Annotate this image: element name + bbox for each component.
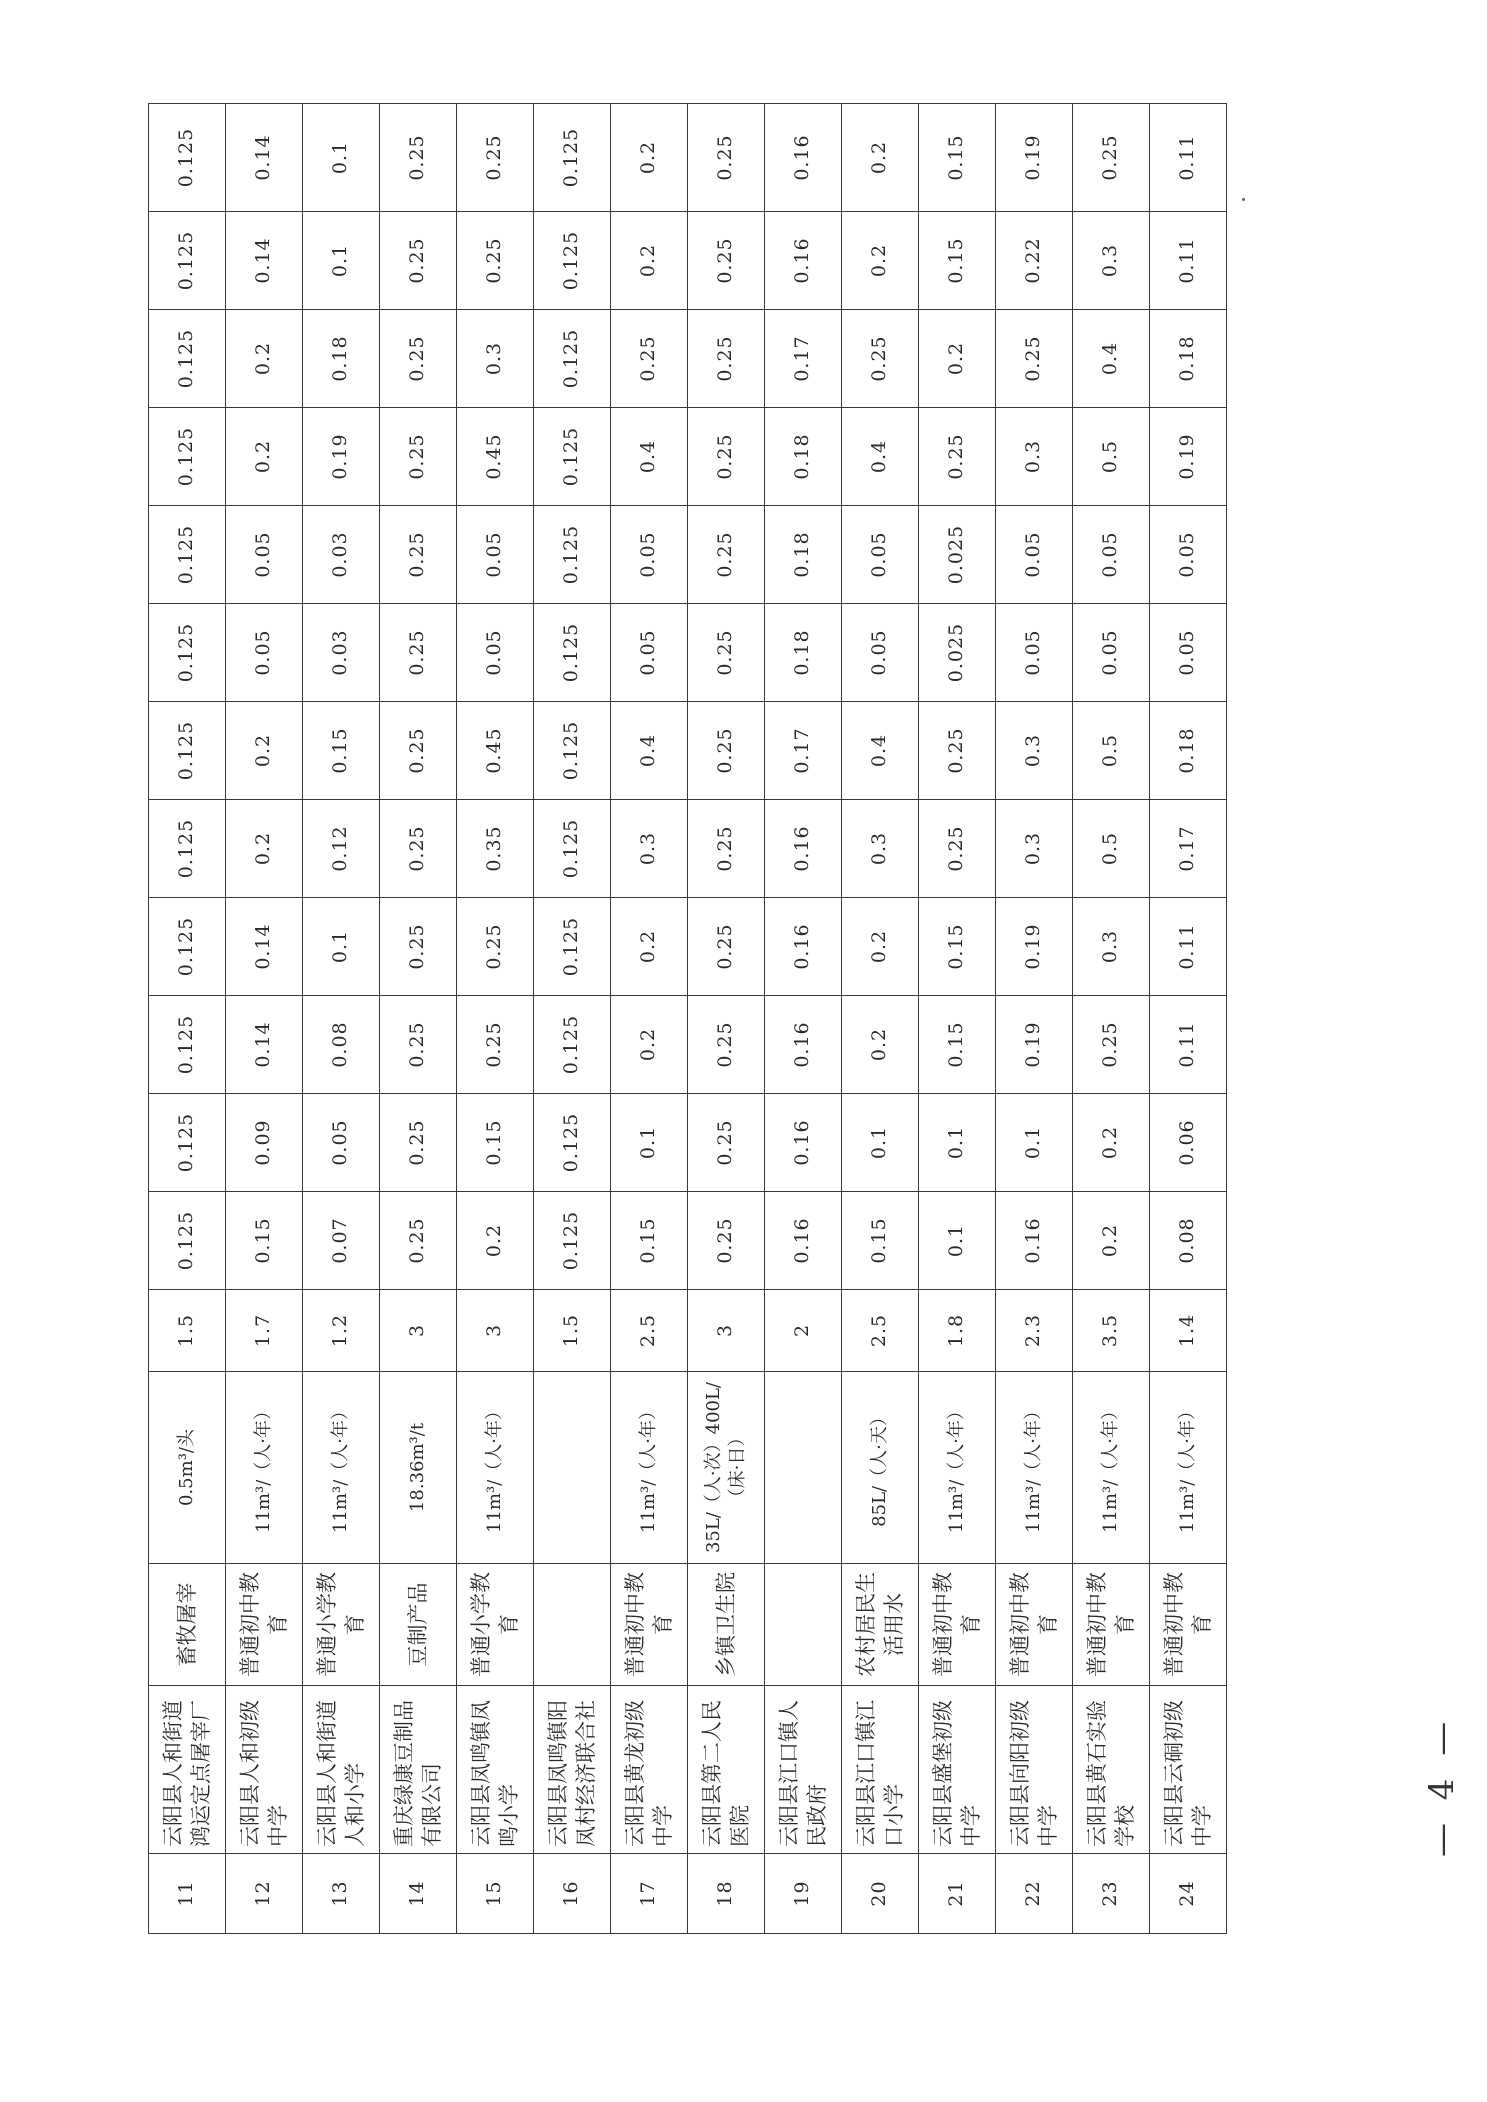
value-cell: 0.25 bbox=[611, 310, 688, 408]
value-cell: 0.12 bbox=[303, 800, 380, 898]
row-number-cell: 18 bbox=[688, 1854, 765, 1934]
value-cell: 0.05 bbox=[996, 604, 1073, 702]
coefficient-cell: 2.5 bbox=[842, 1290, 919, 1372]
value-cell: 0.15 bbox=[226, 1192, 303, 1290]
unit-name-cell: 云阳县凤鸣镇凤鸣小学 bbox=[457, 1686, 534, 1854]
row-number-cell: 11 bbox=[149, 1854, 226, 1934]
value-cell: 0.05 bbox=[457, 604, 534, 702]
page-number: — 4 — bbox=[1422, 1715, 1462, 1857]
value-cell: 0.5 bbox=[1073, 408, 1150, 506]
value-cell: 0.1 bbox=[842, 1094, 919, 1192]
value-cell: 0.18 bbox=[1150, 310, 1227, 408]
coefficient-cell: 1.8 bbox=[919, 1290, 996, 1372]
value-cell: 0.25 bbox=[688, 800, 765, 898]
industry-cell bbox=[765, 1564, 842, 1686]
value-cell: 0.25 bbox=[688, 604, 765, 702]
value-cell: 0.25 bbox=[380, 310, 457, 408]
value-cell: 0.25 bbox=[688, 104, 765, 212]
coefficient-cell: 1.5 bbox=[149, 1290, 226, 1372]
industry-cell: 普通小学教育 bbox=[457, 1564, 534, 1686]
value-cell: 0.125 bbox=[149, 104, 226, 212]
value-cell: 0.25 bbox=[1073, 104, 1150, 212]
unit-name-cell: 云阳县人和街道人和小学 bbox=[303, 1686, 380, 1854]
unit-name-cell: 云阳县人和街道鸿运定点屠宰厂 bbox=[149, 1686, 226, 1854]
table-row bbox=[611, 104, 688, 1934]
industry-cell: 普通初中教育 bbox=[611, 1564, 688, 1686]
value-cell: 0.125 bbox=[149, 702, 226, 800]
unit-name-cell: 云阳县黄龙初级中学 bbox=[611, 1686, 688, 1854]
value-cell: 0.5 bbox=[1073, 702, 1150, 800]
value-cell: 0.03 bbox=[303, 604, 380, 702]
row-number-cell: 16 bbox=[534, 1854, 611, 1934]
value-cell: 0.11 bbox=[1150, 212, 1227, 310]
value-cell: 0.08 bbox=[1150, 1192, 1227, 1290]
value-cell: 0.16 bbox=[765, 996, 842, 1094]
value-cell: 0.2 bbox=[611, 898, 688, 996]
coefficient-cell: 2 bbox=[765, 1290, 842, 1372]
value-cell: 0.17 bbox=[765, 702, 842, 800]
value-cell: 0.4 bbox=[611, 702, 688, 800]
value-cell: 0.25 bbox=[457, 212, 534, 310]
value-cell: 0.3 bbox=[1073, 212, 1150, 310]
value-cell: 0.1 bbox=[303, 104, 380, 212]
value-cell: 0.5 bbox=[1073, 800, 1150, 898]
value-cell: 0.25 bbox=[919, 800, 996, 898]
industry-cell: 豆制产品 bbox=[380, 1564, 457, 1686]
table-row bbox=[765, 104, 842, 1934]
value-cell: 0.2 bbox=[1073, 1094, 1150, 1192]
value-cell: 0.1 bbox=[303, 898, 380, 996]
value-cell: 0.125 bbox=[534, 800, 611, 898]
value-cell: 0.1 bbox=[611, 1094, 688, 1192]
unit-name-cell: 云阳县人和初级中学 bbox=[226, 1686, 303, 1854]
coefficient-cell: 2.5 bbox=[611, 1290, 688, 1372]
value-cell: 0.05 bbox=[1150, 604, 1227, 702]
unit-name-cell: 云阳县向阳初级中学 bbox=[996, 1686, 1073, 1854]
value-cell: 0.05 bbox=[996, 506, 1073, 604]
value-cell: 0.125 bbox=[149, 1094, 226, 1192]
value-cell: 0.09 bbox=[226, 1094, 303, 1192]
value-cell: 0.16 bbox=[765, 1192, 842, 1290]
value-cell: 0.25 bbox=[380, 408, 457, 506]
value-cell: 0.17 bbox=[765, 310, 842, 408]
row-number-cell: 24 bbox=[1150, 1854, 1227, 1934]
industry-cell: 普通初中教育 bbox=[1150, 1564, 1227, 1686]
value-cell: 0.25 bbox=[380, 506, 457, 604]
quota-standard-cell bbox=[765, 1372, 842, 1564]
table-row bbox=[1150, 104, 1227, 1934]
table-row bbox=[996, 104, 1073, 1934]
value-cell: 0.25 bbox=[919, 702, 996, 800]
value-cell: 0.1 bbox=[303, 212, 380, 310]
value-cell: 0.2 bbox=[842, 898, 919, 996]
table-row bbox=[688, 104, 765, 1934]
value-cell: 0.03 bbox=[303, 506, 380, 604]
value-cell: 0.18 bbox=[765, 408, 842, 506]
value-cell: 0.14 bbox=[226, 104, 303, 212]
value-cell: 0.125 bbox=[149, 1192, 226, 1290]
value-cell: 0.19 bbox=[996, 104, 1073, 212]
value-cell: 0.35 bbox=[457, 800, 534, 898]
value-cell: 0.25 bbox=[380, 1192, 457, 1290]
value-cell: 0.18 bbox=[765, 604, 842, 702]
value-cell: 0.19 bbox=[996, 898, 1073, 996]
industry-cell: 普通小学教育 bbox=[303, 1564, 380, 1686]
quota-standard-cell: 11m³/（人·年） bbox=[303, 1372, 380, 1564]
value-cell: 0.125 bbox=[534, 898, 611, 996]
industry-cell: 畜牧屠宰 bbox=[149, 1564, 226, 1686]
industry-cell: 普通初中教育 bbox=[226, 1564, 303, 1686]
value-cell: 0.4 bbox=[611, 408, 688, 506]
value-cell: 0.3 bbox=[1073, 898, 1150, 996]
value-cell: 0.25 bbox=[688, 1094, 765, 1192]
value-cell: 0.125 bbox=[534, 604, 611, 702]
table-row bbox=[380, 104, 457, 1934]
quota-standard-cell: 11m³/（人·年） bbox=[226, 1372, 303, 1564]
value-cell: 0.125 bbox=[534, 702, 611, 800]
value-cell: 0.25 bbox=[1073, 996, 1150, 1094]
unit-name-cell: 云阳县凤鸣镇阳凤村经济联合社 bbox=[534, 1686, 611, 1854]
unit-name-cell: 云阳县盛堡初级中学 bbox=[919, 1686, 996, 1854]
value-cell: 0.07 bbox=[303, 1192, 380, 1290]
water-quota-table bbox=[148, 103, 1227, 1934]
quota-standard-cell: 0.5m³/头 bbox=[149, 1372, 226, 1564]
quota-standard-cell: 11m³/（人·年） bbox=[1150, 1372, 1227, 1564]
industry-cell: 农村居民生活用水 bbox=[842, 1564, 919, 1686]
coefficient-cell: 3 bbox=[457, 1290, 534, 1372]
value-cell: 0.125 bbox=[534, 104, 611, 212]
quota-standard-cell: 18.36m³/t bbox=[380, 1372, 457, 1564]
value-cell: 0.05 bbox=[842, 604, 919, 702]
value-cell: 0.05 bbox=[842, 506, 919, 604]
value-cell: 0.125 bbox=[534, 506, 611, 604]
quota-standard-cell bbox=[534, 1372, 611, 1564]
table-row bbox=[1073, 104, 1150, 1934]
value-cell: 0.05 bbox=[226, 604, 303, 702]
value-cell: 0.25 bbox=[380, 702, 457, 800]
table-row bbox=[919, 104, 996, 1934]
value-cell: 0.25 bbox=[842, 310, 919, 408]
value-cell: 0.25 bbox=[457, 898, 534, 996]
value-cell: 0.125 bbox=[149, 996, 226, 1094]
industry-cell: 乡镇卫生院 bbox=[688, 1564, 765, 1686]
value-cell: 0.1 bbox=[996, 1094, 1073, 1192]
row-number-cell: 14 bbox=[380, 1854, 457, 1934]
industry-cell bbox=[534, 1564, 611, 1686]
industry-cell: 普通初中教育 bbox=[919, 1564, 996, 1686]
coefficient-cell: 1.4 bbox=[1150, 1290, 1227, 1372]
coefficient-cell: 3.5 bbox=[1073, 1290, 1150, 1372]
row-number-cell: 20 bbox=[842, 1854, 919, 1934]
value-cell: 0.3 bbox=[611, 800, 688, 898]
value-cell: 0.25 bbox=[688, 408, 765, 506]
value-cell: 0.025 bbox=[919, 506, 996, 604]
unit-name-cell: 云阳县云硐初级中学 bbox=[1150, 1686, 1227, 1854]
quota-standard-cell: 11m³/（人·年） bbox=[457, 1372, 534, 1564]
quota-standard-cell: 11m³/（人·年） bbox=[996, 1372, 1073, 1564]
unit-name-cell: 云阳县黄石实验学校 bbox=[1073, 1686, 1150, 1854]
value-cell: 0.22 bbox=[996, 212, 1073, 310]
value-cell: 0.08 bbox=[303, 996, 380, 1094]
value-cell: 0.16 bbox=[765, 212, 842, 310]
row-number-cell: 13 bbox=[303, 1854, 380, 1934]
value-cell: 0.2 bbox=[842, 212, 919, 310]
value-cell: 0.125 bbox=[149, 604, 226, 702]
quota-standard-cell: 35L/（人·次）400L/（床·日） bbox=[688, 1372, 765, 1564]
value-cell: 0.2 bbox=[611, 212, 688, 310]
value-cell: 0.11 bbox=[1150, 104, 1227, 212]
value-cell: 0.15 bbox=[303, 702, 380, 800]
value-cell: 0.25 bbox=[688, 996, 765, 1094]
unit-name-cell: 云阳县第二人民医院 bbox=[688, 1686, 765, 1854]
value-cell: 0.25 bbox=[380, 800, 457, 898]
value-cell: 0.4 bbox=[1073, 310, 1150, 408]
value-cell: 0.15 bbox=[919, 996, 996, 1094]
value-cell: 0.25 bbox=[380, 1094, 457, 1192]
unit-name-cell: 云阳县江口镇江口小学 bbox=[842, 1686, 919, 1854]
value-cell: 0.05 bbox=[1150, 506, 1227, 604]
table-row bbox=[457, 104, 534, 1934]
value-cell: 0.45 bbox=[457, 408, 534, 506]
value-cell: 0.25 bbox=[380, 604, 457, 702]
value-cell: 0.25 bbox=[688, 506, 765, 604]
value-cell: 0.14 bbox=[226, 996, 303, 1094]
unit-name-cell: 云阳县江口镇人民政府 bbox=[765, 1686, 842, 1854]
value-cell: 0.2 bbox=[226, 408, 303, 506]
value-cell: 0.2 bbox=[1073, 1192, 1150, 1290]
value-cell: 0.2 bbox=[842, 104, 919, 212]
value-cell: 0.2 bbox=[611, 996, 688, 1094]
value-cell: 0.25 bbox=[688, 1192, 765, 1290]
value-cell: 0.05 bbox=[457, 506, 534, 604]
coefficient-cell: 1.7 bbox=[226, 1290, 303, 1372]
value-cell: 0.2 bbox=[842, 996, 919, 1094]
row-number-cell: 15 bbox=[457, 1854, 534, 1934]
value-cell: 0.15 bbox=[919, 104, 996, 212]
coefficient-cell: 3 bbox=[380, 1290, 457, 1372]
value-cell: 0.2 bbox=[611, 104, 688, 212]
value-cell: 0.16 bbox=[765, 104, 842, 212]
value-cell: 0.18 bbox=[765, 506, 842, 604]
value-cell: 0.25 bbox=[380, 104, 457, 212]
value-cell: 0.125 bbox=[534, 1094, 611, 1192]
value-cell: 0.25 bbox=[457, 104, 534, 212]
value-cell: 0.4 bbox=[842, 702, 919, 800]
value-cell: 0.25 bbox=[380, 212, 457, 310]
coefficient-cell: 1.5 bbox=[534, 1290, 611, 1372]
value-cell: 0.3 bbox=[996, 702, 1073, 800]
value-cell: 0.025 bbox=[919, 604, 996, 702]
value-cell: 0.25 bbox=[688, 212, 765, 310]
value-cell: 0.125 bbox=[534, 212, 611, 310]
value-cell: 0.125 bbox=[149, 800, 226, 898]
value-cell: 0.16 bbox=[765, 1094, 842, 1192]
value-cell: 0.25 bbox=[688, 702, 765, 800]
value-cell: 0.4 bbox=[842, 408, 919, 506]
value-cell: 0.45 bbox=[457, 702, 534, 800]
value-cell: 0.15 bbox=[611, 1192, 688, 1290]
value-cell: 0.05 bbox=[611, 506, 688, 604]
value-cell: 0.18 bbox=[303, 310, 380, 408]
value-cell: 0.125 bbox=[149, 898, 226, 996]
value-cell: 0.2 bbox=[226, 800, 303, 898]
value-cell: 0.25 bbox=[457, 996, 534, 1094]
value-cell: 0.16 bbox=[765, 898, 842, 996]
value-cell: 0.15 bbox=[919, 898, 996, 996]
value-cell: 0.25 bbox=[380, 996, 457, 1094]
value-cell: 0.25 bbox=[688, 310, 765, 408]
table-row bbox=[226, 104, 303, 1934]
unit-name-cell: 重庆绿康豆制品有限公司 bbox=[380, 1686, 457, 1854]
value-cell: 0.1 bbox=[919, 1192, 996, 1290]
industry-cell: 普通初中教育 bbox=[996, 1564, 1073, 1686]
row-number-cell: 23 bbox=[1073, 1854, 1150, 1934]
value-cell: 0.05 bbox=[226, 506, 303, 604]
value-cell: 0.11 bbox=[1150, 996, 1227, 1094]
value-cell: 0.3 bbox=[996, 800, 1073, 898]
table-row bbox=[534, 104, 611, 1934]
value-cell: 0.25 bbox=[996, 310, 1073, 408]
value-cell: 0.3 bbox=[457, 310, 534, 408]
value-cell: 0.3 bbox=[842, 800, 919, 898]
value-cell: 0.14 bbox=[226, 898, 303, 996]
row-number-cell: 12 bbox=[226, 1854, 303, 1934]
value-cell: 0.1 bbox=[919, 1094, 996, 1192]
value-cell: 0.3 bbox=[996, 408, 1073, 506]
value-cell: 0.25 bbox=[688, 898, 765, 996]
value-cell: 0.125 bbox=[149, 408, 226, 506]
quota-standard-cell: 11m³/（人·年） bbox=[919, 1372, 996, 1564]
row-number-cell: 19 bbox=[765, 1854, 842, 1934]
table-row bbox=[842, 104, 919, 1934]
value-cell: 0.16 bbox=[765, 800, 842, 898]
row-number-cell: 21 bbox=[919, 1854, 996, 1934]
value-cell: 0.125 bbox=[149, 506, 226, 604]
value-cell: 0.15 bbox=[919, 212, 996, 310]
row-number-cell: 17 bbox=[611, 1854, 688, 1934]
coefficient-cell: 2.3 bbox=[996, 1290, 1073, 1372]
value-cell: 0.05 bbox=[303, 1094, 380, 1192]
value-cell: 0.15 bbox=[842, 1192, 919, 1290]
value-cell: 0.19 bbox=[303, 408, 380, 506]
value-cell: 0.18 bbox=[1150, 702, 1227, 800]
value-cell: 0.05 bbox=[1073, 604, 1150, 702]
value-cell: 0.06 bbox=[1150, 1094, 1227, 1192]
industry-cell: 普通初中教育 bbox=[1073, 1564, 1150, 1686]
value-cell: 0.125 bbox=[534, 408, 611, 506]
row-number-cell: 22 bbox=[996, 1854, 1073, 1934]
value-cell: 0.05 bbox=[611, 604, 688, 702]
value-cell: 0.125 bbox=[534, 996, 611, 1094]
value-cell: 0.2 bbox=[226, 702, 303, 800]
quota-standard-cell: 11m³/（人·年） bbox=[611, 1372, 688, 1564]
value-cell: 0.125 bbox=[149, 310, 226, 408]
value-cell: 0.15 bbox=[457, 1094, 534, 1192]
value-cell: 0.17 bbox=[1150, 800, 1227, 898]
value-cell: 0.125 bbox=[534, 1192, 611, 1290]
value-cell: 0.125 bbox=[534, 310, 611, 408]
quota-standard-cell: 85L/（人·天） bbox=[842, 1372, 919, 1564]
value-cell: 0.05 bbox=[1073, 506, 1150, 604]
value-cell: 0.25 bbox=[380, 898, 457, 996]
coefficient-cell: 1.2 bbox=[303, 1290, 380, 1372]
value-cell: 0.14 bbox=[226, 212, 303, 310]
value-cell: 0.2 bbox=[919, 310, 996, 408]
value-cell: 0.16 bbox=[996, 1192, 1073, 1290]
value-cell: 0.2 bbox=[226, 310, 303, 408]
table-row bbox=[303, 104, 380, 1934]
value-cell: 0.19 bbox=[1150, 408, 1227, 506]
value-cell: 0.11 bbox=[1150, 898, 1227, 996]
value-cell: 0.2 bbox=[457, 1192, 534, 1290]
value-cell: 0.25 bbox=[919, 408, 996, 506]
coefficient-cell: 3 bbox=[688, 1290, 765, 1372]
value-cell: 0.125 bbox=[149, 212, 226, 310]
value-cell: 0.19 bbox=[996, 996, 1073, 1094]
quota-standard-cell: 11m³/（人·年） bbox=[1073, 1372, 1150, 1564]
table-row bbox=[149, 104, 226, 1934]
